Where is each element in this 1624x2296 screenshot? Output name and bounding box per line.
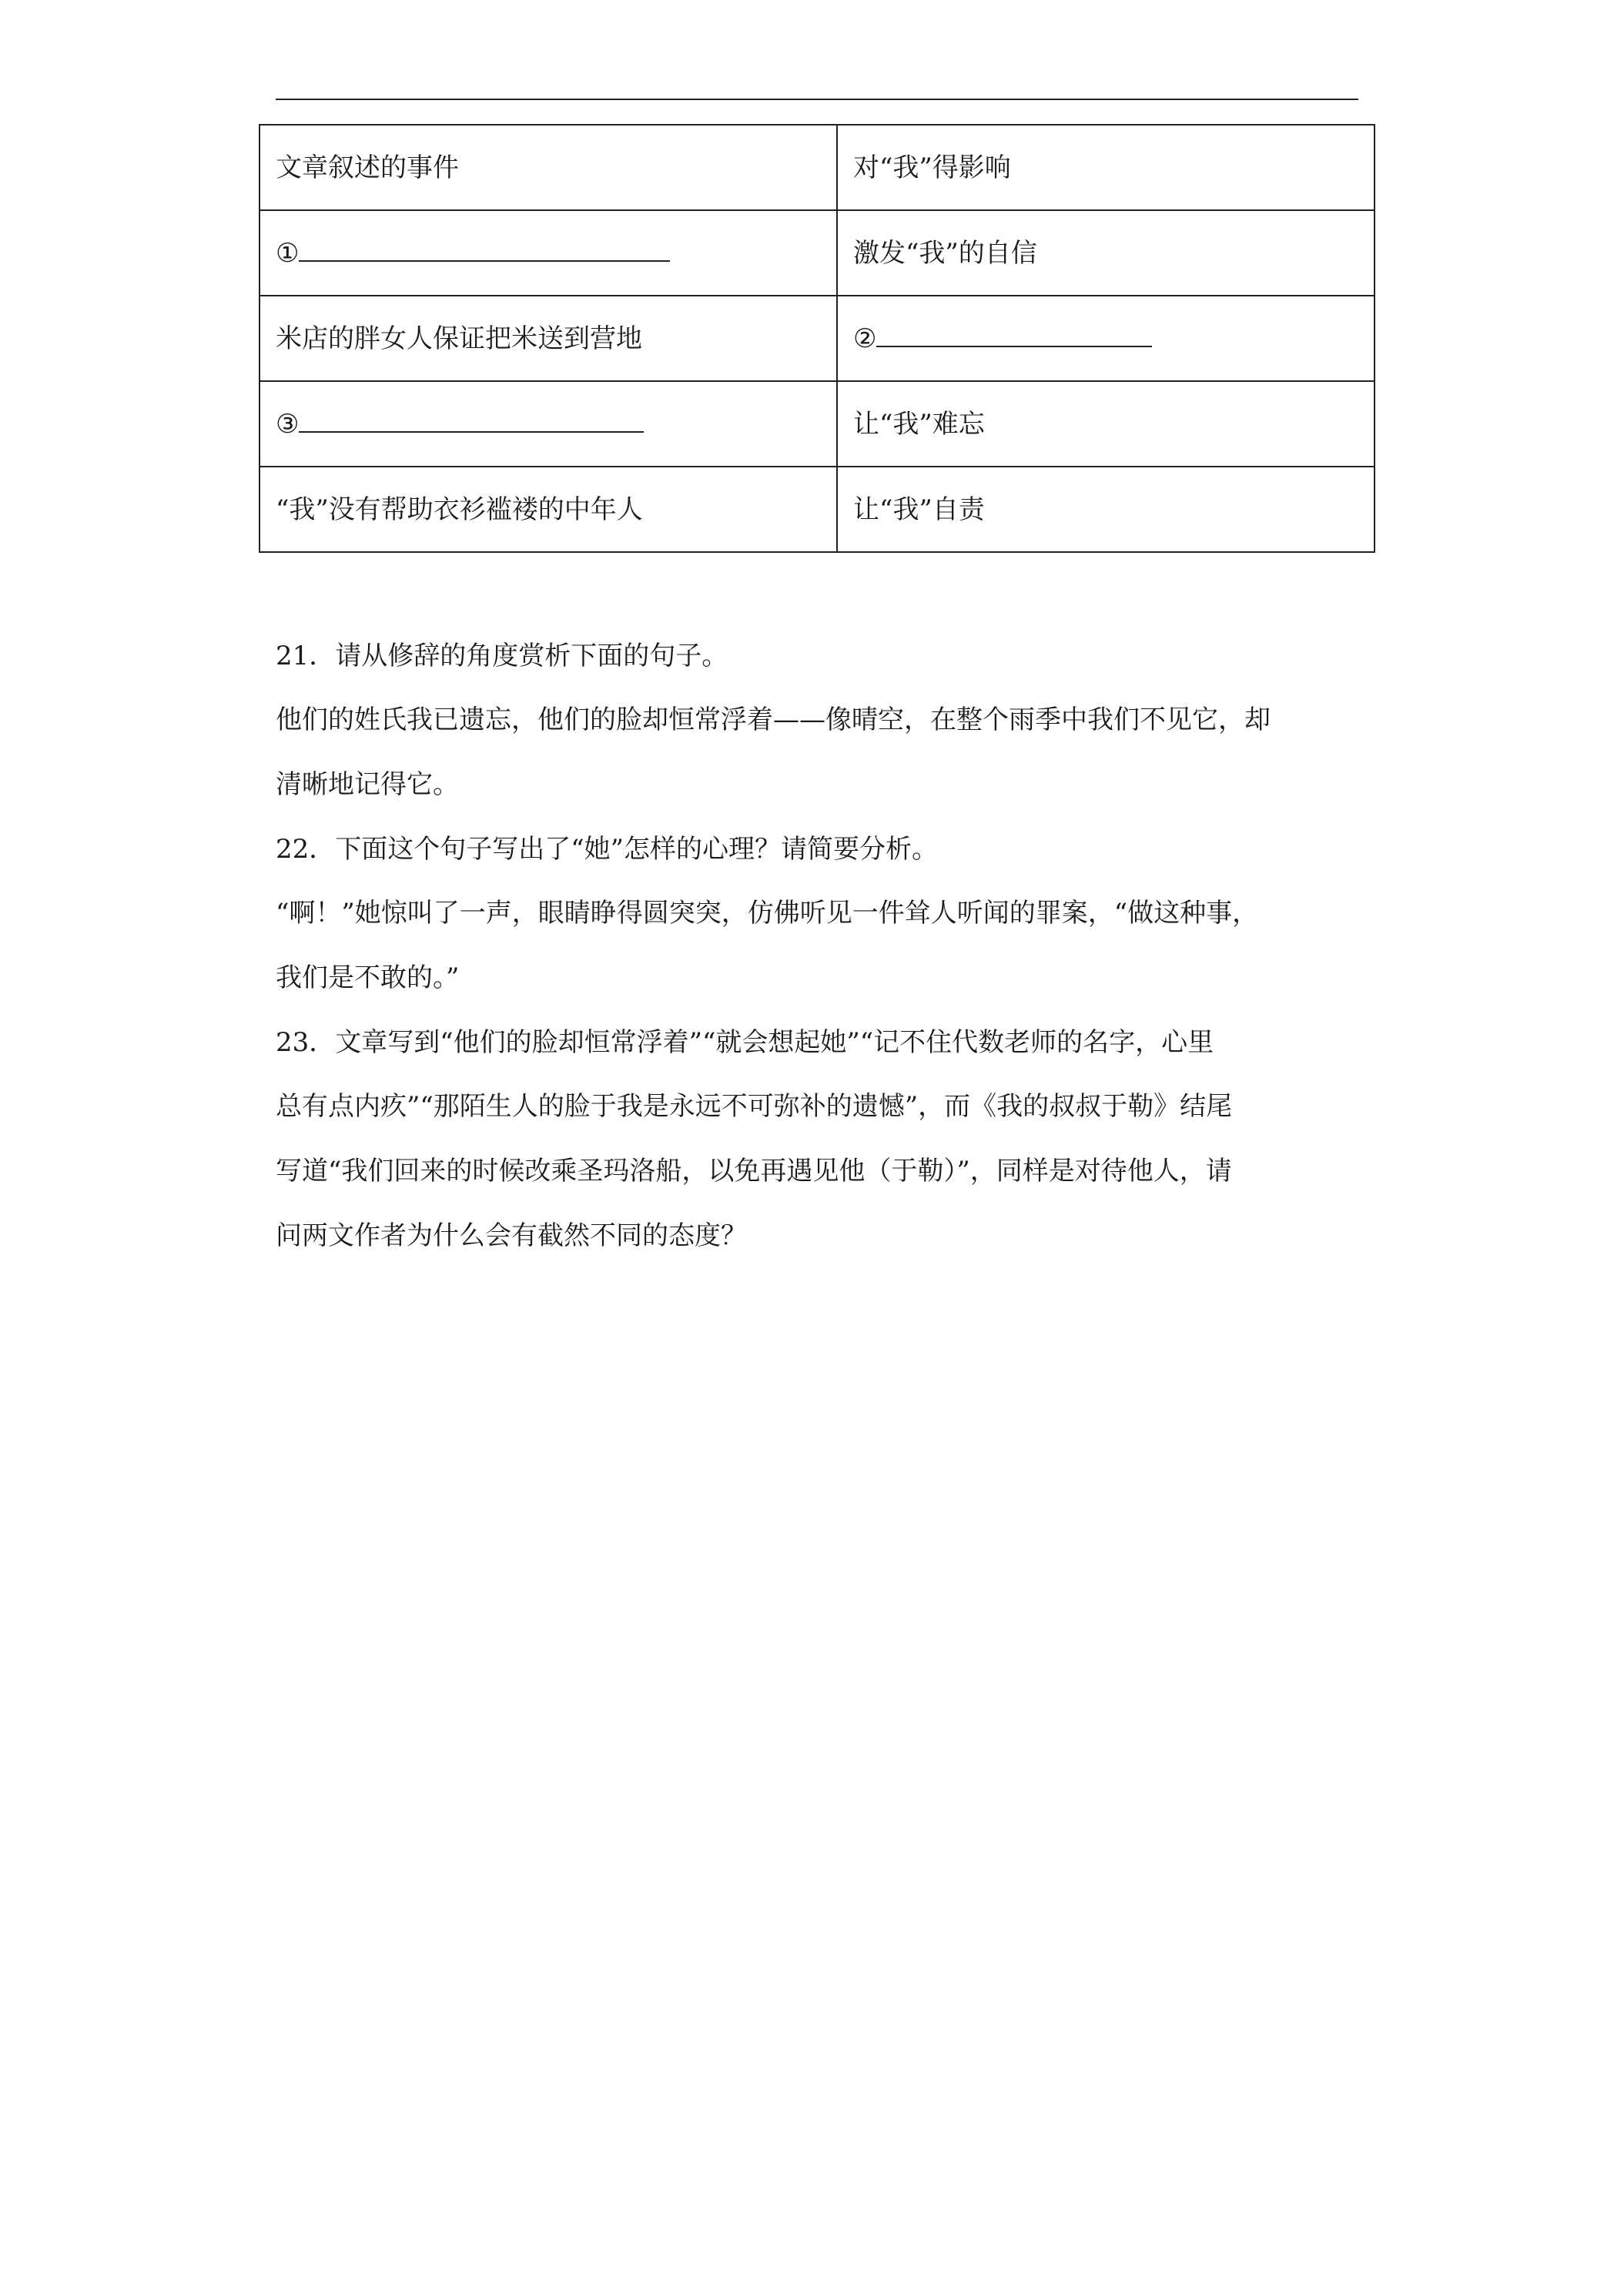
blank-marker: ③ [276, 409, 300, 440]
question-23-text-cont: 总有点内疚”“那陌生人的脸于我是永远不可弥补的遗憾”，而《我的叔叔于勒》结尾 [276, 1091, 1233, 1122]
event-cell: 米店的胖女人保证把米送到营地 [260, 296, 837, 381]
question-22-quote: “啊！”她惊叫了一声，眼睛睁得圆突突，仿佛听见一件耸人听闻的罪案，“做这种事， [276, 898, 1259, 929]
event-cell: “我”没有帮助衣衫褴褛的中年人 [260, 467, 837, 552]
question-22-quote-cont: 我们是不敢的。” [276, 962, 460, 993]
question-21-prompt: 21．请从修辞的角度赏析下面的句子。 [276, 641, 728, 671]
answer-blank-3[interactable] [299, 408, 644, 433]
header-cell-influence: 对“我”得影响 [837, 125, 1375, 210]
blank-marker: ② [853, 323, 877, 354]
question-21-quote: 他们的姓氏我已遗忘，他们的脸却恒常浮着——像晴空，在整个雨季中我们不见它，却 [276, 705, 1271, 735]
event-cell [260, 210, 837, 296]
answer-blank-1[interactable] [299, 237, 670, 262]
question-23-text-cont: 写道“我们回来的时候改乘圣玛洛船，以免再遇见他（于勒）”，同样是对待他人，请 [276, 1156, 1232, 1186]
table-row [260, 210, 1375, 296]
influence-cell: 让“我”自责 [837, 467, 1375, 552]
header-cell-event: 文章叙述的事件 [260, 125, 837, 210]
table-row [260, 381, 1375, 467]
question-23-text-cont: 问两文作者为什么会有截然不同的态度？ [276, 1220, 747, 1251]
header-rule [276, 99, 1358, 100]
table-row [260, 467, 1375, 552]
answer-blank-2[interactable] [876, 323, 1152, 347]
influence-cell: 激发“我”的自信 [837, 210, 1375, 296]
influence-cell: 让“我”难忘 [837, 381, 1375, 467]
question-23-text: 23．文章写到“他们的脸却恒常浮着”“就会想起她”“记不住代数老师的名字，心里 [276, 1027, 1214, 1058]
question-22-prompt: 22．下面这个句子写出了“她”怎样的心理？请简要分析。 [276, 834, 939, 865]
influence-cell [837, 296, 1375, 381]
table-row [260, 296, 1375, 381]
event-influence-table [259, 124, 1375, 553]
event-cell [260, 381, 837, 467]
table-header-row [260, 125, 1375, 210]
question-21-quote-cont: 清晰地记得它。 [276, 769, 459, 800]
blank-marker: ① [276, 238, 300, 269]
